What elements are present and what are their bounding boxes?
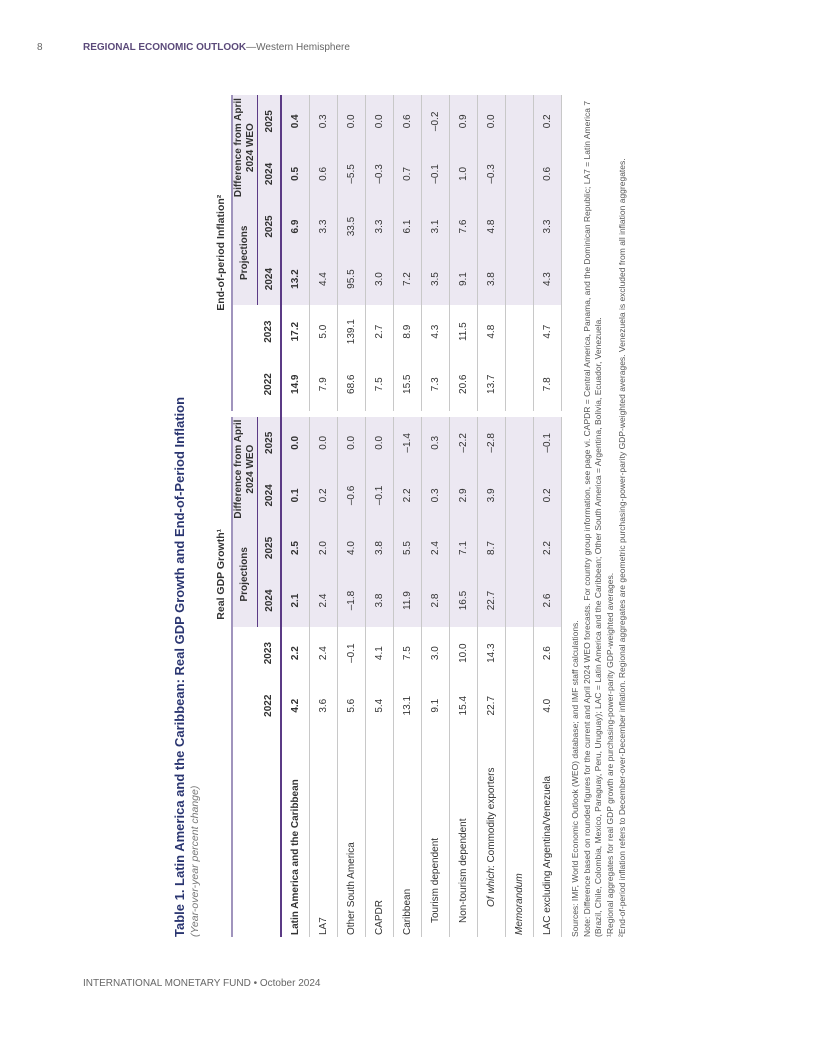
table-cell <box>506 95 534 148</box>
table-cell <box>506 417 534 470</box>
table-row <box>366 95 394 937</box>
publication-title: REGIONAL ECONOMIC OUTLOOK <box>83 42 247 53</box>
table-cell: 0.0 <box>338 417 366 470</box>
year-header: 2025 <box>258 417 282 470</box>
table-cell: 11.9 <box>394 574 422 627</box>
table-cell: –0.1 <box>422 148 450 201</box>
table-cell: 4.7 <box>534 305 562 358</box>
table-cell: 4.3 <box>422 305 450 358</box>
table-cell <box>506 627 534 680</box>
table-cell: 0.6 <box>534 148 562 201</box>
table-cell: 3.9 <box>478 469 506 522</box>
table-cell: 0.0 <box>366 417 394 470</box>
table-cell: 3.3 <box>310 200 338 253</box>
table-cell: 7.8 <box>534 358 562 411</box>
table-row <box>338 95 366 937</box>
table-cell <box>506 469 534 522</box>
year-header: 2024 <box>258 574 282 627</box>
row-label: Of which: Commodity exporters <box>478 732 506 937</box>
table-cell: 4.8 <box>478 305 506 358</box>
year-header: 2025 <box>258 95 282 148</box>
note-line: ²End-of-period inflation refers to December-over-December inflation. Regional aggregates are geometric purchasing-power-parity GDP-weighted averages. Venezuela is excluded from all inflation aggregates. <box>617 158 627 937</box>
group-header-gdp: Real GDP Growth¹ <box>215 528 227 620</box>
table-cell: 7.9 <box>310 358 338 411</box>
table-cell: 15.4 <box>450 679 478 732</box>
table-cell: 16.5 <box>450 574 478 627</box>
table-cell: 15.5 <box>394 358 422 411</box>
table-cell <box>506 358 534 411</box>
table-cell: 7.2 <box>394 253 422 306</box>
table-cell: 2.5 <box>281 522 310 575</box>
table-cell: 2.8 <box>422 574 450 627</box>
table-cell: 3.8 <box>366 574 394 627</box>
table-cell: 68.6 <box>338 358 366 411</box>
row-label: CAPDR <box>366 732 394 937</box>
table-cell: 0.3 <box>310 95 338 148</box>
table-cell: –0.2 <box>422 95 450 148</box>
table-cell: –0.6 <box>338 469 366 522</box>
table-cell: 2.4 <box>310 627 338 680</box>
table-cell: 9.1 <box>422 679 450 732</box>
table-cell: 2.2 <box>534 522 562 575</box>
row-label: Latin America and the Caribbean <box>281 732 310 937</box>
row-label: Tourism dependent <box>422 732 450 937</box>
table-cell: 2.1 <box>281 574 310 627</box>
table-cell: 7.6 <box>450 200 478 253</box>
table-cell: 2.2 <box>281 627 310 680</box>
table-cell <box>506 574 534 627</box>
table-row <box>506 95 534 937</box>
table-title: Table 1. Latin America and the Caribbean: Real GDP Growth and End-of-Period Inflation <box>172 396 187 937</box>
table-cell: 2.4 <box>310 574 338 627</box>
table-cell: 0.2 <box>310 469 338 522</box>
table-cell: 0.3 <box>422 469 450 522</box>
table-cell: 0.0 <box>310 417 338 470</box>
table-cell: 14.3 <box>478 627 506 680</box>
table-cell: 3.6 <box>310 679 338 732</box>
table-cell: 2.4 <box>422 522 450 575</box>
page-footer: INTERNATIONAL MONETARY FUND • October 2024 <box>83 978 321 989</box>
table-cell: 8.7 <box>478 522 506 575</box>
difference-header: Difference from April 2024 WEO <box>232 417 258 522</box>
table-row <box>422 95 450 937</box>
table-cell: 0.0 <box>338 95 366 148</box>
table-cell: 7.5 <box>366 358 394 411</box>
table-cell: –5.5 <box>338 148 366 201</box>
table-cell: 8.9 <box>394 305 422 358</box>
table-cell: 3.3 <box>534 200 562 253</box>
table-cell: –0.1 <box>366 469 394 522</box>
year-header: 2024 <box>258 148 282 201</box>
year-header: 2025 <box>258 200 282 253</box>
publication-subtitle: —Western Hemisphere <box>246 42 350 53</box>
table-cell: 22.7 <box>478 679 506 732</box>
table-cell: 5.0 <box>310 305 338 358</box>
difference-header: Difference from April 2024 WEO <box>232 95 258 200</box>
table-cell: 14.9 <box>281 358 310 411</box>
row-label: LA7 <box>310 732 338 937</box>
table-cell: –1.4 <box>394 417 422 470</box>
table-row <box>310 95 338 937</box>
row-label: Other South America <box>338 732 366 937</box>
table-cell: 0.2 <box>534 469 562 522</box>
table-cell: 2.7 <box>366 305 394 358</box>
table-cell: 6.1 <box>394 200 422 253</box>
table-cell: 4.4 <box>310 253 338 306</box>
table-cell: 2.6 <box>534 574 562 627</box>
table-cell: 139.1 <box>338 305 366 358</box>
table-cell: 0.0 <box>366 95 394 148</box>
table-cell: 1.0 <box>450 148 478 201</box>
table-cell: 10.0 <box>450 627 478 680</box>
table-cell: 95.5 <box>338 253 366 306</box>
table-cell: 4.0 <box>534 679 562 732</box>
row-label: Non-tourism dependent <box>450 732 478 937</box>
year-header: 2025 <box>258 522 282 575</box>
year-header: 2022 <box>258 679 282 732</box>
table-row <box>478 95 506 937</box>
year-header: 2022 <box>258 358 282 411</box>
table-cell: 2.2 <box>394 469 422 522</box>
row-label: Memorandum <box>506 732 534 937</box>
note-line: Note: Difference based on rounded figures for the current and April 2024 WEO forecasts. For country group information, see page vi. CAPDR = Central America, Panama, and the Dominican Republic; LA7 = Latin America 7 (Brazil, Chile, Colombia, Mexico, Paraguay, Peru, Uruguay); LAC = Latin America and the Caribbean; Other South America = Argentina, Bolivia, Ecuador, Venezuela. <box>582 100 603 937</box>
of-which-label: Of which <box>486 868 497 907</box>
year-header: 2024 <box>258 469 282 522</box>
table-cell: –0.3 <box>478 148 506 201</box>
table-cell: 2.0 <box>310 522 338 575</box>
table-cell: 20.6 <box>450 358 478 411</box>
table-cell: 9.1 <box>450 253 478 306</box>
table-cell <box>506 253 534 306</box>
running-header <box>83 42 350 53</box>
table-cell: 4.3 <box>534 253 562 306</box>
table-cell: 6.9 <box>281 200 310 253</box>
table-cell: 0.3 <box>422 417 450 470</box>
table-cell <box>506 200 534 253</box>
table-cell: 0.9 <box>450 95 478 148</box>
table-cell: 5.6 <box>338 679 366 732</box>
table-row <box>534 95 562 937</box>
table-cell: 3.0 <box>422 627 450 680</box>
row-label: LAC excluding Argentina/Venezuela <box>534 732 562 937</box>
table-cell: 0.6 <box>394 95 422 148</box>
table-cell: 0.5 <box>281 148 310 201</box>
table-subtitle: (Year-over-year percent change) <box>189 785 201 937</box>
projections-header: Projections <box>232 200 258 305</box>
table-cell: 13.1 <box>394 679 422 732</box>
year-header: 2024 <box>258 253 282 306</box>
table-cell <box>506 148 534 201</box>
table-cell: 17.2 <box>281 305 310 358</box>
projections-header: Projections <box>232 522 258 627</box>
page-number: 8 <box>37 42 43 53</box>
table-cell: 7.1 <box>450 522 478 575</box>
table-cell: 0.4 <box>281 95 310 148</box>
row-label: Caribbean <box>394 732 422 937</box>
table-cell: 2.9 <box>450 469 478 522</box>
table-cell: 0.0 <box>478 95 506 148</box>
table-cell: 0.7 <box>394 148 422 201</box>
table-cell <box>506 305 534 358</box>
note-line: Sources: IMF, World Economic Outlook (WEO) database; and IMF staff calculations. <box>570 620 580 937</box>
table-cell: 11.5 <box>450 305 478 358</box>
table-cell: 0.6 <box>310 148 338 201</box>
table-cell: 4.8 <box>478 200 506 253</box>
table-cell: 3.0 <box>366 253 394 306</box>
data-table <box>211 95 562 937</box>
table-cell: 3.8 <box>478 253 506 306</box>
table-row <box>281 95 310 937</box>
group-header-inflation: End-of-period Inflation² <box>215 194 227 311</box>
table-cell: –2.2 <box>450 417 478 470</box>
table-row <box>394 95 422 937</box>
table-cell: 3.1 <box>422 200 450 253</box>
table-cell: 0.1 <box>281 469 310 522</box>
table-cell: 4.2 <box>281 679 310 732</box>
table-row <box>450 95 478 937</box>
table-cell <box>506 522 534 575</box>
table-cell: 5.4 <box>366 679 394 732</box>
table-cell: –0.1 <box>534 417 562 470</box>
table-cell: 7.5 <box>394 627 422 680</box>
table-cell: –2.8 <box>478 417 506 470</box>
table-cell: 13.7 <box>478 358 506 411</box>
table-cell <box>506 679 534 732</box>
table-cell: 2.6 <box>534 627 562 680</box>
table-cell: 0.2 <box>534 95 562 148</box>
year-header: 2023 <box>258 305 282 358</box>
table-cell: 3.8 <box>366 522 394 575</box>
table-cell: 4.1 <box>366 627 394 680</box>
table-cell: 33.5 <box>338 200 366 253</box>
table-cell: 22.7 <box>478 574 506 627</box>
table-cell: 7.3 <box>422 358 450 411</box>
table-cell: 3.3 <box>366 200 394 253</box>
table-cell: –0.1 <box>338 627 366 680</box>
year-header: 2023 <box>258 627 282 680</box>
rotated-table-block <box>172 87 627 937</box>
table-notes <box>570 95 628 937</box>
table-cell: –1.8 <box>338 574 366 627</box>
table-cell: –0.3 <box>366 148 394 201</box>
table-cell: 13.2 <box>281 253 310 306</box>
table-cell: 5.5 <box>394 522 422 575</box>
table-cell: 3.5 <box>422 253 450 306</box>
table-cell: 0.0 <box>281 417 310 470</box>
note-line: ¹Regional aggregates for real GDP growth are purchasing-power-parity GDP-weighted averages. <box>605 572 615 937</box>
table-cell: 4.0 <box>338 522 366 575</box>
